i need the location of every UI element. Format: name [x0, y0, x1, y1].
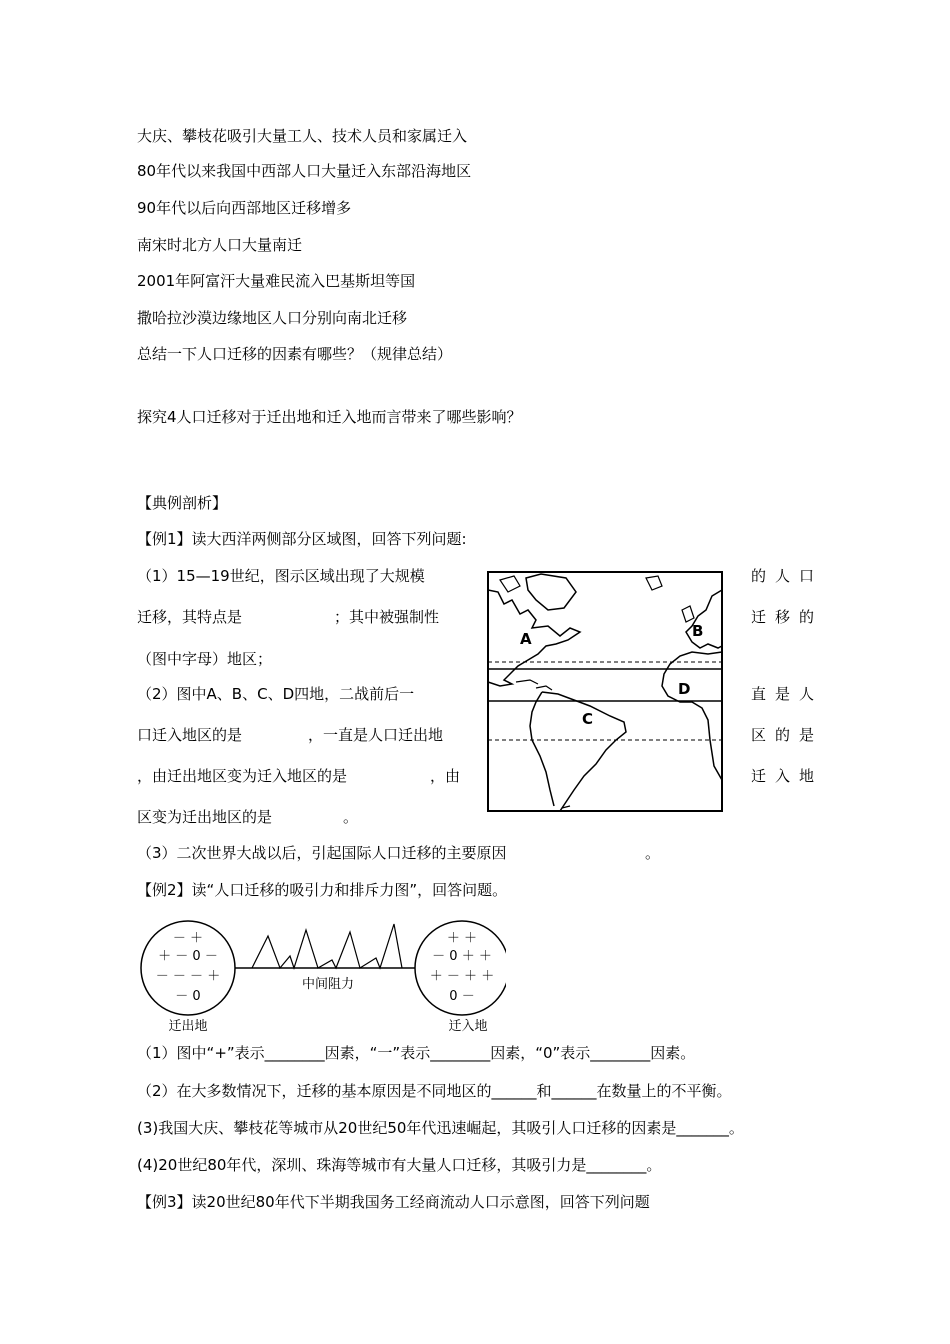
destination-row: ＋ － ＋ ＋	[429, 969, 495, 984]
ex1-q1-line2-right: 迁移的	[750, 608, 823, 626]
origin-row: － ＋	[172, 931, 204, 946]
text-line: 大庆、攀枝花吸引大量工人、技术人员和家属迁入	[137, 127, 468, 145]
ex2-q4: (4)20世纪80年代，深圳、珠海等城市有大量人口迁移，其吸引力是________。	[137, 1156, 662, 1174]
destination-caption: 迁入地	[448, 1019, 488, 1034]
destination-row: － 0 ＋ ＋	[432, 949, 492, 964]
ex1-q2-line3-right: 迁入地	[750, 767, 823, 785]
ex1-q2-line1: （2）图中A、B、C、D四地，二战前后一	[137, 685, 415, 703]
ex2-q3: (3)我国大庆、攀枝花等城市从20世纪50年代迅速崛起，其吸引人口迁移的因素是_______。	[137, 1119, 744, 1137]
ex1-q1-line1: （1）15—19世纪，图示区域出现了大规模	[137, 567, 425, 585]
ex1-q2-line2-right: 区的是	[750, 726, 823, 744]
text-line: 探究4人口迁移对于迁出地和迁入地而言带来了哪些影响？	[137, 408, 522, 426]
ex1-q3-end: 。	[645, 844, 661, 862]
ex2-q1: （1）图中“+”表示________因素，“一”表示________因素，“0”表示________因素。	[137, 1044, 696, 1062]
ex1-q1-line1-right: 的人口	[750, 567, 823, 585]
example-2-intro: 【例2】读“人口迁移的吸引力和排斥力图”，回答问题。	[137, 881, 508, 899]
ex1-q2-line2-mid: ，一直是人口迁出地	[308, 726, 444, 744]
origin-caption: 迁出地	[168, 1019, 208, 1034]
map-label-b: B	[692, 622, 704, 640]
ex1-q1-line2: 迁移，其特点是	[137, 608, 243, 626]
destination-row: ＋ ＋	[446, 931, 478, 946]
origin-row: － 0	[175, 989, 201, 1004]
ex1-q1-line3: （图中字母）地区；	[137, 650, 273, 668]
atlantic-region-map	[486, 570, 724, 813]
text-line: 撒哈拉沙漠边缘地区人口分别向南北迁移	[137, 309, 408, 327]
ex1-q2-line2: 口迁入地区的是	[137, 726, 243, 744]
map-label-d: D	[678, 680, 691, 698]
map-label-c: C	[582, 710, 594, 728]
ex1-q2-line1-right: 直是人	[750, 685, 823, 703]
origin-row: ＋ － 0 －	[158, 949, 218, 964]
ex1-q2-line3-mid: ，由	[430, 767, 461, 785]
text-line: 80年代以来我国中西部人口大量迁入东部沿海地区	[137, 162, 472, 180]
section-title: 【典例剖析】	[137, 494, 228, 512]
resistance-peaks	[252, 924, 402, 968]
text-line: 90年代以后向西部地区迁移增多	[137, 199, 352, 217]
text-line: 南宋时北方人口大量南迁	[137, 236, 303, 254]
push-pull-diagram	[136, 918, 506, 1036]
middle-resistance-label: 中间阻力	[301, 977, 355, 992]
ex1-q2-line4-end: 。	[343, 808, 359, 826]
ex1-q2-line3: ，由迁出地区变为迁入地区的是	[137, 767, 348, 785]
destination-row: 0 －	[449, 989, 475, 1004]
example-3-intro: 【例3】读20世纪80年代下半期我国务工经商流动人口示意图，回答下列问题	[137, 1193, 650, 1211]
example-1-intro: 【例1】读大西洋两侧部分区域图，回答下列问题:	[137, 530, 467, 548]
ex1-q2-line4: 区变为迁出地区的是	[137, 808, 273, 826]
map-label-a: A	[520, 630, 532, 648]
ex1-q1-line2-mid: ；其中被强制性	[334, 608, 440, 626]
ex2-q2: （2）在大多数情况下，迁移的基本原因是不同地区的______和______在数量上的不平衡。	[137, 1082, 732, 1100]
text-line: 总结一下人口迁移的因素有哪些？（规律总结）	[137, 345, 453, 363]
origin-row: － － － ＋	[155, 969, 221, 984]
text-line: 2001年阿富汗大量难民流入巴基斯坦等国	[137, 272, 416, 290]
ex1-q3: （3）二次世界大战以后，引起国际人口迁移的主要原因	[137, 844, 507, 862]
